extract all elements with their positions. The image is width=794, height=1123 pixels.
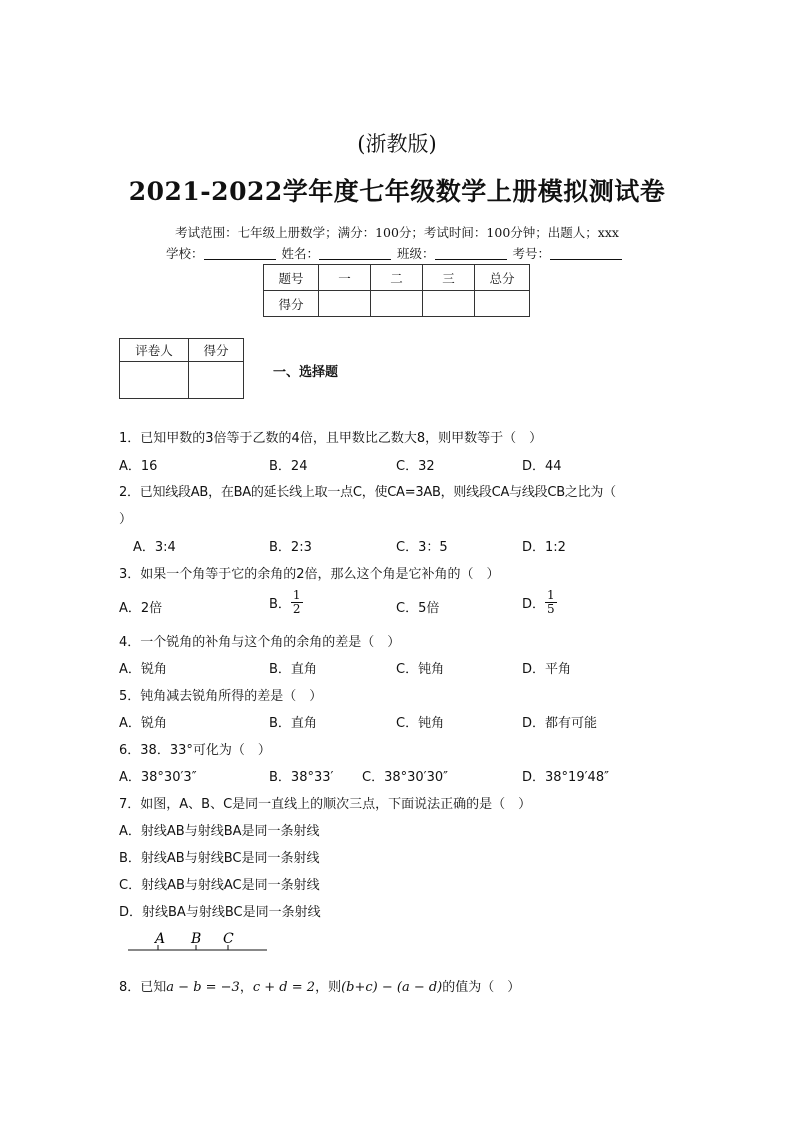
question-7-option-a: A．射线AB与射线BA是同一条射线 — [119, 824, 320, 839]
question-2-stem: 2．已知线段AB，在BA的延长线上取一点C，使CA=3AB，则线段CA与线段CB之比为（ — [119, 485, 616, 500]
question-5-stem: 5．钝角减去锐角所得的差是（ ） — [119, 689, 323, 704]
class-blank[interactable] — [435, 247, 507, 260]
question-7-stem: 7．如图，A、B、C是同一直线上的顺次三点，下面说法正确的是（ ） — [119, 797, 532, 812]
score-table — [263, 264, 530, 317]
class-label: 班级： — [397, 246, 435, 261]
question-2-option-d: D．1:2 — [522, 540, 566, 555]
question-5-option-c: C．钝角 — [396, 716, 445, 731]
question-6-option-b: B．38°33′ — [269, 770, 334, 785]
collinear-points-figure — [122, 926, 272, 956]
section-title: 一、选择题 — [273, 365, 339, 380]
score-table-score-row — [264, 291, 530, 317]
question-6-option-d: D．38°19′48″ — [522, 770, 609, 785]
grader-score-cell[interactable] — [189, 362, 244, 399]
question-4-option-d: D．平角 — [522, 662, 572, 677]
question-2-option-b: B．2:3 — [269, 540, 312, 555]
question-4-option-b: B．直角 — [269, 662, 317, 677]
question-3-option-a: A．2倍 — [119, 601, 163, 616]
student-info-fields — [166, 244, 622, 262]
question-3-stem: 3．如果一个角等于它的余角的2倍，那么这个角是它补角的（ ） — [119, 567, 500, 582]
score-cell[interactable] — [475, 291, 530, 317]
question-7-option-b: B．射线AB与射线BC是同一条射线 — [119, 851, 320, 866]
question-3-option-d — [522, 589, 557, 616]
question-3-option-c: C．5倍 — [396, 601, 440, 616]
question-5-option-d: D．都有可能 — [522, 716, 598, 731]
question-6-stem: 6．38．33°可化为（ ） — [119, 743, 271, 758]
question-8-middle: ，则 — [315, 980, 342, 995]
option-b-letter: B． — [269, 597, 291, 612]
question-1-option-b: B．24 — [269, 459, 308, 474]
expression-target: (b+c) − (a − d) — [341, 980, 443, 995]
fraction-one-fifth — [545, 589, 557, 616]
figure-label-b: B — [191, 931, 202, 947]
score-row-label: 得分 — [264, 291, 319, 317]
question-5-option-a: A．锐角 — [119, 716, 167, 731]
score-cell[interactable] — [319, 291, 371, 317]
grader-table — [119, 338, 244, 399]
question-1-stem: 1．已知甲数的3倍等于乙数的4倍，且甲数比乙数大8，则甲数等于（ ） — [119, 431, 543, 446]
fraction-numerator: 1 — [292, 588, 301, 602]
exam-info: 考试范围：七年级上册数学；满分：100分；考试时间：100分钟；出题人；xxx — [175, 225, 619, 240]
score-header-cell: 二 — [371, 265, 423, 291]
expression-a-minus-b: a − b = −3 — [166, 980, 240, 995]
question-7-option-d: D．射线BA与射线BC是同一条射线 — [119, 905, 321, 920]
grader-cell[interactable] — [120, 362, 189, 399]
question-2-option-c: C．3：5 — [396, 540, 448, 555]
school-blank[interactable] — [204, 247, 276, 260]
question-1-option-a: A．16 — [119, 459, 158, 474]
question-6-option-c: C．38°30′30″ — [362, 770, 449, 785]
score-cell[interactable] — [423, 291, 475, 317]
grader-table-blank-row — [120, 362, 244, 399]
question-8-suffix: 的值为（ ） — [442, 980, 521, 995]
expression-c-plus-d: c + d = 2 — [252, 980, 316, 995]
exam-title: 2021-2022学年度七年级数学上册模拟测试卷 — [128, 177, 666, 206]
question-4-option-c: C．钝角 — [396, 662, 445, 677]
question-2-stem-continued: ） — [119, 512, 133, 527]
exam-number-blank[interactable] — [550, 247, 622, 260]
score-table-header-row — [264, 265, 530, 291]
name-label: 姓名： — [281, 246, 320, 261]
figure-label-c: C — [223, 931, 234, 947]
score-cell[interactable] — [371, 291, 423, 317]
question-2-option-a: A．3:4 — [133, 540, 176, 555]
fraction-one-half — [291, 589, 303, 616]
question-7-option-c: C．射线AB与射线AC是同一条射线 — [119, 878, 320, 893]
score-header-cell: 三 — [423, 265, 475, 291]
exam-edition: (浙教版) — [357, 132, 437, 156]
grader-header-cell: 得分 — [189, 339, 244, 362]
option-d-letter: D． — [522, 597, 546, 612]
exam-number-label: 考号： — [512, 246, 551, 261]
question-4-stem: 4．一个锐角的补角与这个角的余角的差是（ ） — [119, 635, 401, 650]
score-header-cell: 总分 — [475, 265, 530, 291]
fraction-denominator: 5 — [547, 602, 555, 616]
score-header-cell: 题号 — [264, 265, 319, 291]
fraction-numerator: 1 — [547, 588, 555, 602]
figure-label-a: A — [155, 931, 166, 947]
question-8-prefix: 8．已知 — [119, 980, 167, 995]
question-5-option-b: B．直角 — [269, 716, 317, 731]
score-header-cell: 一 — [319, 265, 371, 291]
name-blank[interactable] — [319, 247, 391, 260]
grader-table-header-row — [120, 339, 244, 362]
question-1-option-c: C．32 — [396, 459, 435, 474]
question-8-separator: ， — [239, 980, 253, 995]
question-3-option-b — [269, 589, 303, 616]
question-8-stem — [119, 976, 520, 995]
question-4-option-a: A．锐角 — [119, 662, 167, 677]
grader-header-cell: 评卷人 — [120, 339, 189, 362]
fraction-denominator: 2 — [292, 602, 301, 616]
question-1-option-d: D．44 — [522, 459, 562, 474]
question-6-option-a: A．38°30′3″ — [119, 770, 197, 785]
school-label: 学校： — [166, 246, 204, 261]
